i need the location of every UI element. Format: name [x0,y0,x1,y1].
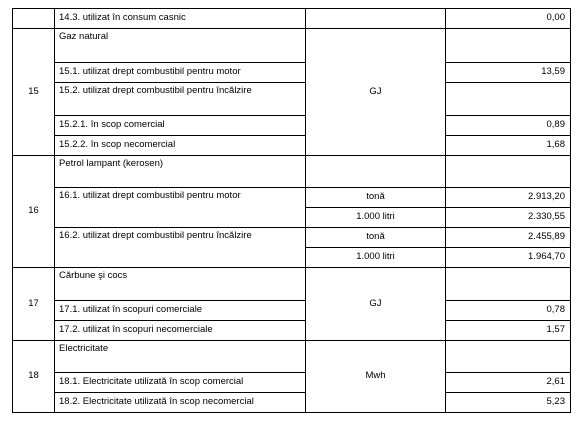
row-description: 15.2.1. în scop comercial [55,116,306,136]
row-description: 18.1. Electricitate utilizată în scop comercial [55,373,306,393]
row-number-16: 16 [13,156,55,268]
value-cell: 0,89 [446,116,571,136]
group-header-petrol-lampant: Petrol lampant (kerosen) [55,156,306,188]
excise-rates-table [12,8,571,413]
row-description: 18.2. Electricitate utilizată în scop necomercial [55,393,306,413]
value-cell: 2.455,89 [446,228,571,248]
unit-cell [306,156,446,188]
row-description: 15.2. utilizat drept combustibil pentru încălzire [55,83,306,116]
value-cell: 2.330,55 [446,208,571,228]
value-cell: 1,57 [446,321,571,341]
table-row [13,321,571,341]
unit-cell-gj: GJ [306,268,446,341]
row-description: 17.2. utilizat în scopuri necomerciale [55,321,306,341]
value-cell: 1,68 [446,136,571,156]
row-description: 16.1. utilizat drept combustibil pentru motor [55,188,306,228]
table-row [13,29,571,63]
row-description: 15.2.2. în scop necomercial [55,136,306,156]
table-row [13,136,571,156]
value-cell: 2,61 [446,373,571,393]
row-description: 14.3. utilizat în consum casnic [55,9,306,29]
row-description: 16.2. utilizat drept combustibil pentru încălzire [55,228,306,268]
row-number-18: 18 [13,341,55,413]
table-row [13,268,571,301]
value-cell: 13,59 [446,63,571,83]
table-row [13,63,571,83]
table-row [13,9,571,29]
value-cell [446,156,571,188]
table-row [13,228,571,248]
row-description: 17.1. utilizat în scopuri comerciale [55,301,306,321]
unit-cell-1000-litri: 1.000 litri [306,248,446,268]
value-cell: 1.964,70 [446,248,571,268]
table-row [13,156,571,188]
table-row [13,373,571,393]
row-number-15: 15 [13,29,55,156]
unit-cell-tona: tonă [306,228,446,248]
value-cell [446,268,571,301]
row-description: 15.1. utilizat drept combustibil pentru motor [55,63,306,83]
unit-cell-1000-litri: 1.000 litri [306,208,446,228]
value-cell: 5,23 [446,393,571,413]
value-cell [446,29,571,63]
unit-cell-mwh: Mwh [306,341,446,413]
value-cell: 0,78 [446,301,571,321]
table-row [13,116,571,136]
group-header-electricitate: Electricitate [55,341,306,373]
unit-cell [306,9,446,29]
value-cell: 2.913,20 [446,188,571,208]
unit-cell-tona: tonă [306,188,446,208]
value-cell [446,83,571,116]
group-header-carbune-cocs: Cărbune şi cocs [55,268,306,301]
table-row [13,393,571,413]
value-cell: 0,00 [446,9,571,29]
table-row [13,188,571,208]
table-row [13,301,571,321]
row-number-17: 17 [13,268,55,341]
group-header-gaz-natural: Gaz natural [55,29,306,63]
document-page [12,8,571,413]
table-row [13,83,571,116]
unit-cell-gj: GJ [306,29,446,156]
row-number-cell [13,9,55,29]
table-row [13,341,571,373]
value-cell [446,341,571,373]
